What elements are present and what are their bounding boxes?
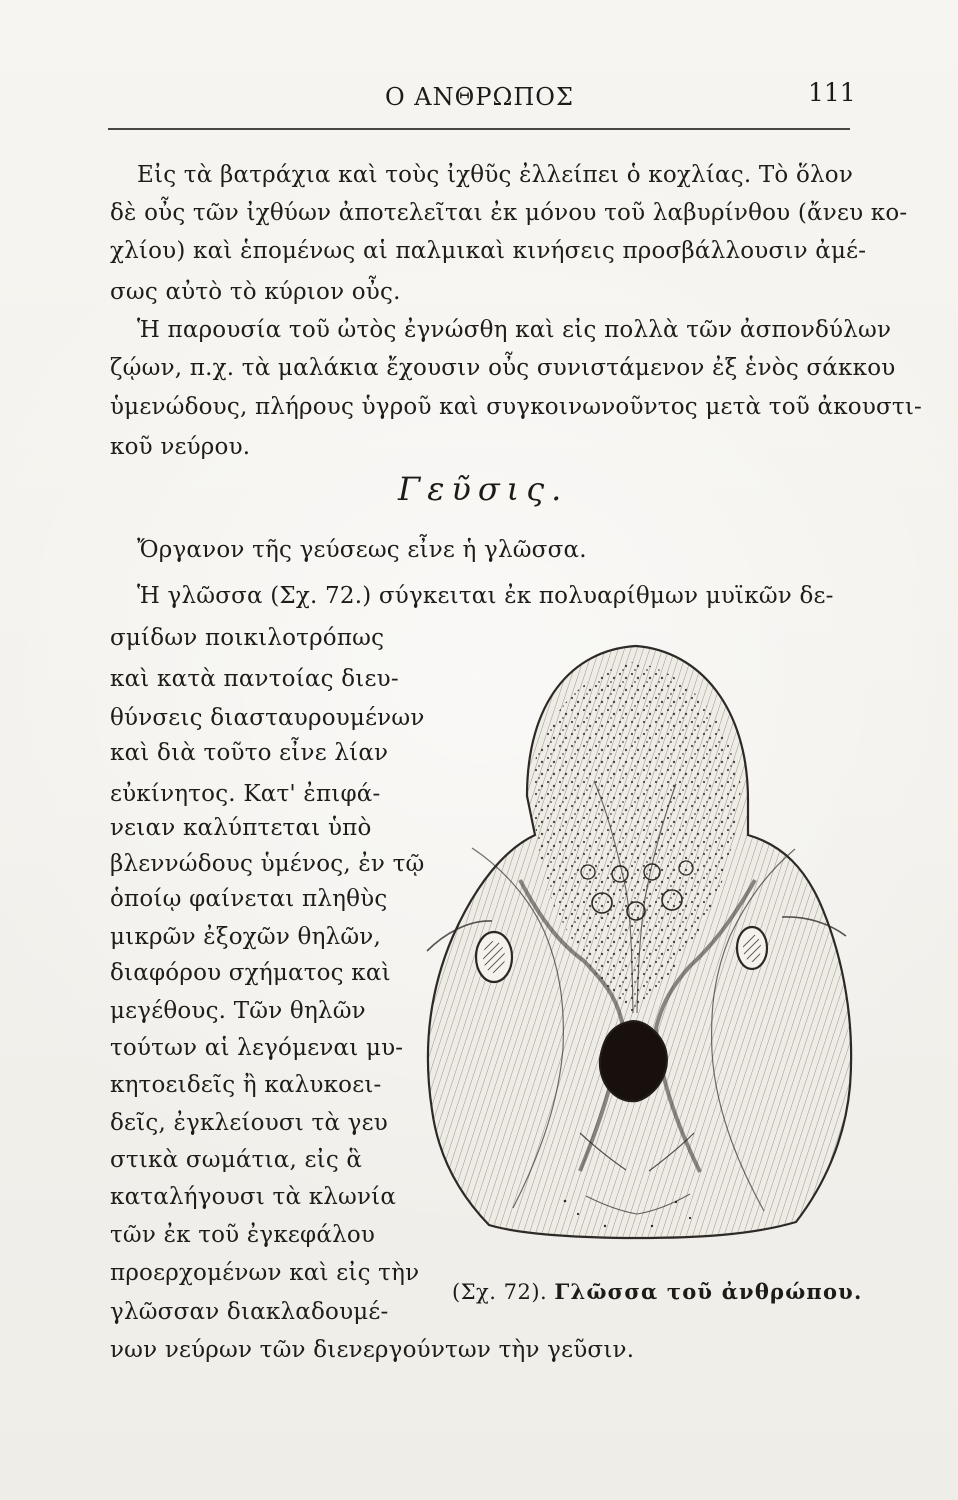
paragraph-4-line-13: τούτων αἱ λεγόμεναι μυ- (110, 1035, 404, 1061)
paragraph-2-line-3: ὑμενώδους, πλήρους ὑγροῦ καὶ συγκοινωνοῦντος μετὰ τοῦ ἀκουστι- (110, 394, 923, 420)
paragraph-4-line-18: τῶν ἐκ τοῦ ἐγκεφάλου (110, 1222, 376, 1248)
paragraph-4-line-17: καταλήγουσι τὰ κλωνία (110, 1184, 397, 1210)
paragraph-1-line-2: δὲ οὖς τῶν ἰχθύων ἀποτελεῖται ἐκ μόνου τοῦ λαβυρίνθου (ἄνευ κο- (110, 200, 908, 226)
figure-caption (452, 1279, 862, 1304)
paragraph-2-line-1: Ἡ παρουσία τοῦ ὠτὸς ἐγνώσθη καὶ εἰς πολλὰ τῶν ἀσπονδύλων (137, 317, 892, 343)
caption-title: Γλῶσσα τοῦ ἀνθρώπου. (554, 1279, 863, 1304)
paragraph-4-line-4: θύνσεις διασταυρουμένων (110, 705, 425, 731)
paragraph-4-line-9: ὁποίῳ φαίνεται πληθὺς (110, 886, 388, 912)
paragraph-4-line-21: νων νεύρων τῶν διενεργούντων τὴν γεῦσιν. (110, 1337, 635, 1363)
paragraph-1-line-4: σως αὐτὸ τὸ κύριον οὖς. (110, 279, 401, 305)
paragraph-4-line-7: νειαν καλύπτεται ὑπὸ (110, 815, 372, 841)
paragraph-4-line-16: στικὰ σωμάτια, εἰς ἃ (110, 1147, 363, 1173)
header-rule (108, 128, 850, 130)
tongue-illustration (414, 636, 860, 1242)
paragraph-4-line-10: μικρῶν ἐξοχῶν θηλῶν, (110, 924, 382, 950)
tongue-figure (414, 636, 860, 1242)
page-number: 111 (808, 78, 856, 107)
paragraph-4-line-15: δεῖς, ἐγκλείουσι τὰ γευ (110, 1110, 388, 1136)
paragraph-1-line-1: Εἰς τὰ βατράχια καὶ τοὺς ἰχθῦς ἐλλείπει ὁ κοχλίας. Τὸ ὅλον (137, 162, 854, 188)
paragraph-4-line-6: εὐκίνητος. Κατ' ἐπιφά- (110, 781, 381, 807)
paragraph-4-line-11: διαφόρου σχήματος καὶ (110, 960, 391, 986)
running-head: Ο ΑΝΘΡΩΠΟΣ (385, 83, 574, 111)
section-heading: Γεῦσις. (398, 470, 569, 508)
paragraph-4-line-2: σμίδων ποικιλοτρόπως (110, 625, 385, 651)
paragraph-4-line-5: καὶ διὰ τοῦτο εἶνε λίαν (110, 740, 389, 766)
paragraph-4-line-20: γλῶσσαν διακλαδουμέ- (110, 1299, 389, 1325)
paragraph-1-line-3: χλίου) καὶ ἑπομένως αἱ παλμικαὶ κινήσεις προσβάλλουσιν ἀμέ- (110, 238, 867, 264)
paragraph-3-line-1: Ὄργανον τῆς γεύσεως εἶνε ἡ γλῶσσα. (137, 537, 587, 563)
paragraph-2-line-2: ζῴων, π.χ. τὰ μαλάκια ἔχουσιν οὖς συνιστάμενον ἐξ ἑνὸς σάκκου (110, 355, 896, 381)
paragraph-4-line-1: Ἡ γλῶσσα (Σχ. 72.) σύγκειται ἐκ πολυαρίθμων μυϊκῶν δε- (137, 583, 834, 609)
paragraph-4-line-8: βλεννώδους ὑμένος, ἐν τῷ (110, 851, 425, 877)
caption-prefix: (Σχ. 72). (452, 1280, 548, 1304)
paragraph-4-line-19: προερχομένων καὶ εἰς τὴν (110, 1260, 420, 1286)
paragraph-2-line-4: κοῦ νεύρου. (110, 434, 251, 460)
paragraph-4-line-14: κητοειδεῖς ἢ καλυκοει- (110, 1072, 382, 1098)
paragraph-4-line-3: καὶ κατὰ παντοίας διευ- (110, 666, 399, 692)
paragraph-4-line-12: μεγέθους. Τῶν θηλῶν (110, 998, 366, 1024)
